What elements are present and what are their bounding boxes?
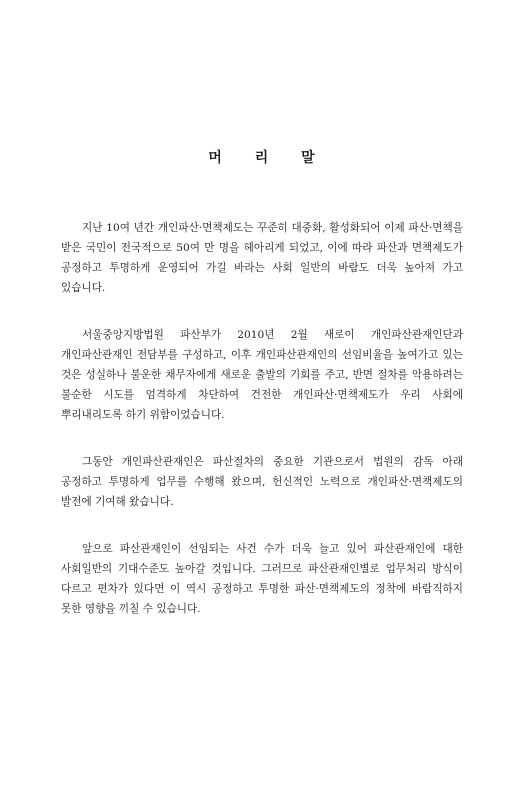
paragraph-3: 그동안 개인파산관재인은 파산절차의 중요한 기관으로서 법원의 감독 아래 공정하고 투명하게 업무를 수행해 왔으며, 헌신적인 노력으로 개인파산·면책제도의 발전에 기여해 왔습니다.	[61, 456, 463, 508]
paragraph-2: 서울중앙지방법원 파산부가 2010년 2월 새로이 개인파산관재인단과 개인파산관재인 전담부를 구성하고, 이후 개인파산관재인의 선임비율을 높여가고 있는 것은 성실하나 불운한 채무자에게 새로운 출발의 기회를 주고, 반면 절차를 악용하려는 불순한 시도를 엄격하게 차단하여 건전한 개인파산·면책제도가 우리 사회에 뿌리내리도록 하기 위함이었습니다.	[61, 329, 463, 421]
body-text	[61, 218, 463, 646]
paragraph-1: 지난 10여 년간 개인파산·면책제도는 꾸준히 대중화, 활성화되어 이제 파산·면책을 받은 국민이 전국적으로 50여 만 명을 헤아리게 되었고, 이에 따라 파산과 면책제도가 공정하고 투명하게 운영되어 가길 바라는 사회 일반의 바람도 더욱 높아져 가고 있습니다.	[61, 222, 463, 294]
page-title: 머 리 말	[208, 150, 329, 166]
paragraph-4: 앞으로 파산관재인이 선임되는 사건 수가 더욱 늘고 있어 파산관재인에 대한 사회일반의 기대수준도 높아갈 것입니다. 그러므로 파산관재인별로 업무처리 방식이 다르고 편차가 있다면 이 역시 공정하고 투명한 파산·면책제도의 정착에 바람직하지 못한 영향을 끼칠 수 있습니다.	[61, 543, 463, 615]
